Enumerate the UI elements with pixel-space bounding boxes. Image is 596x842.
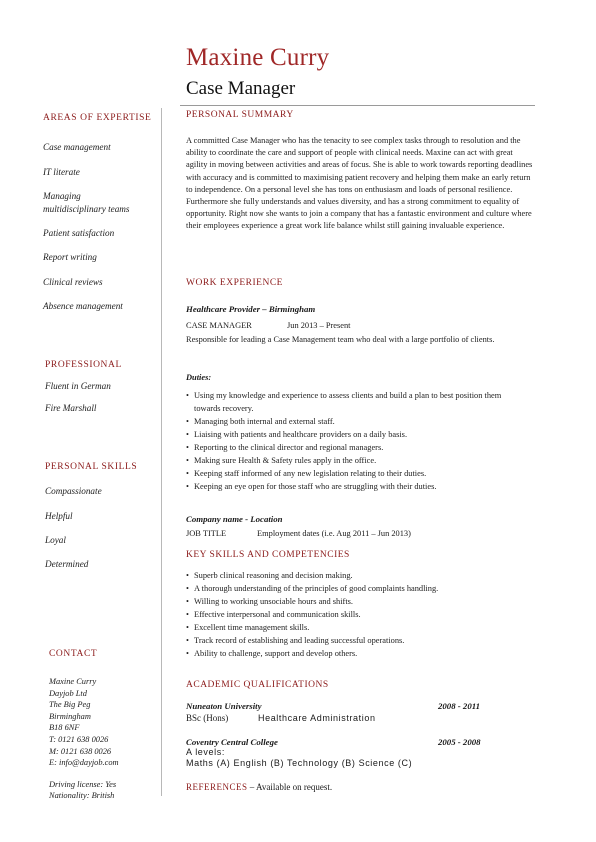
expertise-item: Clinical reviews xyxy=(43,277,103,287)
school2-dates: 2005 - 2008 xyxy=(438,737,481,747)
personal-skills-heading: PERSONAL SKILLS xyxy=(45,462,138,472)
contact-address-line: The Big Peg xyxy=(49,700,91,710)
duty-item: • Keeping an eye open for those staff who are struggling with their duties. xyxy=(186,480,516,493)
contact-city: Birmingham xyxy=(49,711,91,721)
contact-block xyxy=(49,676,119,802)
candidate-name: Maxine Curry xyxy=(186,44,330,71)
duty-item: • Reporting to the clinical director and regional managers. xyxy=(186,441,516,454)
contact-email[interactable]: E: info@dayjob.com xyxy=(49,758,119,768)
skill-item: • Willing to working unsociable hours and shifts. xyxy=(186,595,536,608)
subject1: Healthcare Administration xyxy=(258,713,376,723)
contact-heading: CONTACT xyxy=(49,649,98,659)
duty-item: • Making sure Health & Safety rules apply in the office. xyxy=(186,454,516,467)
duty-item: • Keeping staff informed of any new legislation relating to their duties. xyxy=(186,467,516,480)
references-text: – Available on request. xyxy=(247,782,333,792)
personal-skill-item: Compassionate xyxy=(45,486,102,496)
skills-heading: KEY SKILLS AND COMPETENCIES xyxy=(186,550,350,560)
professional-heading: PROFESSIONAL xyxy=(45,360,122,370)
expertise-item: multidisciplinary teams xyxy=(43,204,130,214)
job2-employer: Company name - Location xyxy=(186,514,283,524)
skill-item: • Ability to challenge, support and develop others. xyxy=(186,647,536,660)
skill-item: • Superb clinical reasoning and decision making. xyxy=(186,569,536,582)
professional-item: Fluent in German xyxy=(45,381,111,391)
contact-company: Dayjob Ltd xyxy=(49,688,87,698)
personal-skill-item: Loyal xyxy=(45,535,66,545)
personal-skill-item: Helpful xyxy=(45,511,73,521)
degree1: BSc (Hons) xyxy=(186,713,229,723)
skill-item: • Effective interpersonal and communication skills. xyxy=(186,608,536,621)
expertise-item: Managing xyxy=(43,191,81,201)
school1-name: Nuneaton University xyxy=(186,701,262,711)
job1-dates: Jun 2013 – Present xyxy=(287,321,351,330)
expertise-item: IT literate xyxy=(43,167,80,177)
references-heading: REFERENCES xyxy=(186,782,248,792)
duties-list xyxy=(186,389,516,493)
header-divider xyxy=(180,105,535,106)
job1-role: CASE MANAGER xyxy=(186,321,252,330)
references-line xyxy=(186,782,332,792)
school2-name: Coventry Central College xyxy=(186,737,278,747)
skills-list xyxy=(186,569,536,660)
school1-dates: 2008 - 2011 xyxy=(438,701,481,711)
expertise-item: Absence management xyxy=(43,301,123,311)
summary-text: A committed Case Manager who has the tenacity to see complex tasks through to resolution and the ability to coordinate the care and support of people with clinical needs. Maxine can act with great agility in moving between activities and areas of focus. She is able to work towards reporting deadlines with accuracy and is committed to maximising patient recovery and helping them make an early return to independence. On a personal level she has tons on enthusiasm and loads of personal resilience. Furthermore she fully understands and values diversity, and has a strong commitment to equality of opportunity. Right now she wants to join a company that has a fantastic environment and culture where their employees experience a great work life balance whilst still gaining invaluable experience. xyxy=(186,136,533,231)
job-title-heading: Case Manager xyxy=(186,78,296,99)
contact-postcode: B18 6NF xyxy=(49,723,80,733)
level2: A levels: xyxy=(186,747,225,757)
sidebar-divider xyxy=(161,108,162,796)
subjects2: Maths (A) English (B) Technology (B) Science (C) xyxy=(186,758,413,768)
job1-description: Responsible for leading a Case Management team who deal with a large portfolio of clients. xyxy=(186,335,495,344)
job1-employer: Healthcare Provider – Birmingham xyxy=(186,304,316,314)
duties-label: Duties: xyxy=(186,373,212,382)
contact-mobile: M: 0121 638 0026 xyxy=(49,746,112,756)
contact-name: Maxine Curry xyxy=(49,677,97,686)
expertise-heading: AREAS OF EXPERTISE xyxy=(43,113,152,123)
duty-item: • Using my knowledge and experience to assess clients and build a plan to best position them towards recovery. xyxy=(186,389,516,415)
personal-skill-item: Determined xyxy=(45,559,89,569)
skill-item: • A thorough understanding of the principles of good complaints handling. xyxy=(186,582,536,595)
duty-item: • Managing both internal and external staff. xyxy=(186,415,516,428)
skill-item: • Track record of establishing and leading successful operations. xyxy=(186,634,536,647)
duty-item: • Liaising with patients and healthcare providers on a daily basis. xyxy=(186,428,516,441)
contact-telephone: T: 0121 638 0026 xyxy=(49,734,109,744)
job2-dates: Employment dates (i.e. Aug 2011 – Jun 2013) xyxy=(257,529,411,538)
professional-item: Fire Marshall xyxy=(45,403,97,413)
qualifications-heading: ACADEMIC QUALIFICATIONS xyxy=(186,680,329,690)
expertise-item: Patient satisfaction xyxy=(43,228,115,238)
job2-role: JOB TITLE xyxy=(186,529,227,538)
driving-license: Driving license: Yes xyxy=(49,779,117,789)
skill-item: • Excellent time management skills. xyxy=(186,621,536,634)
summary-heading: PERSONAL SUMMARY xyxy=(186,110,294,120)
expertise-item: Case management xyxy=(43,142,111,152)
expertise-item: Report writing xyxy=(43,252,97,262)
work-experience-heading: WORK EXPERIENCE xyxy=(186,278,283,288)
nationality: Nationality: British xyxy=(49,791,115,801)
